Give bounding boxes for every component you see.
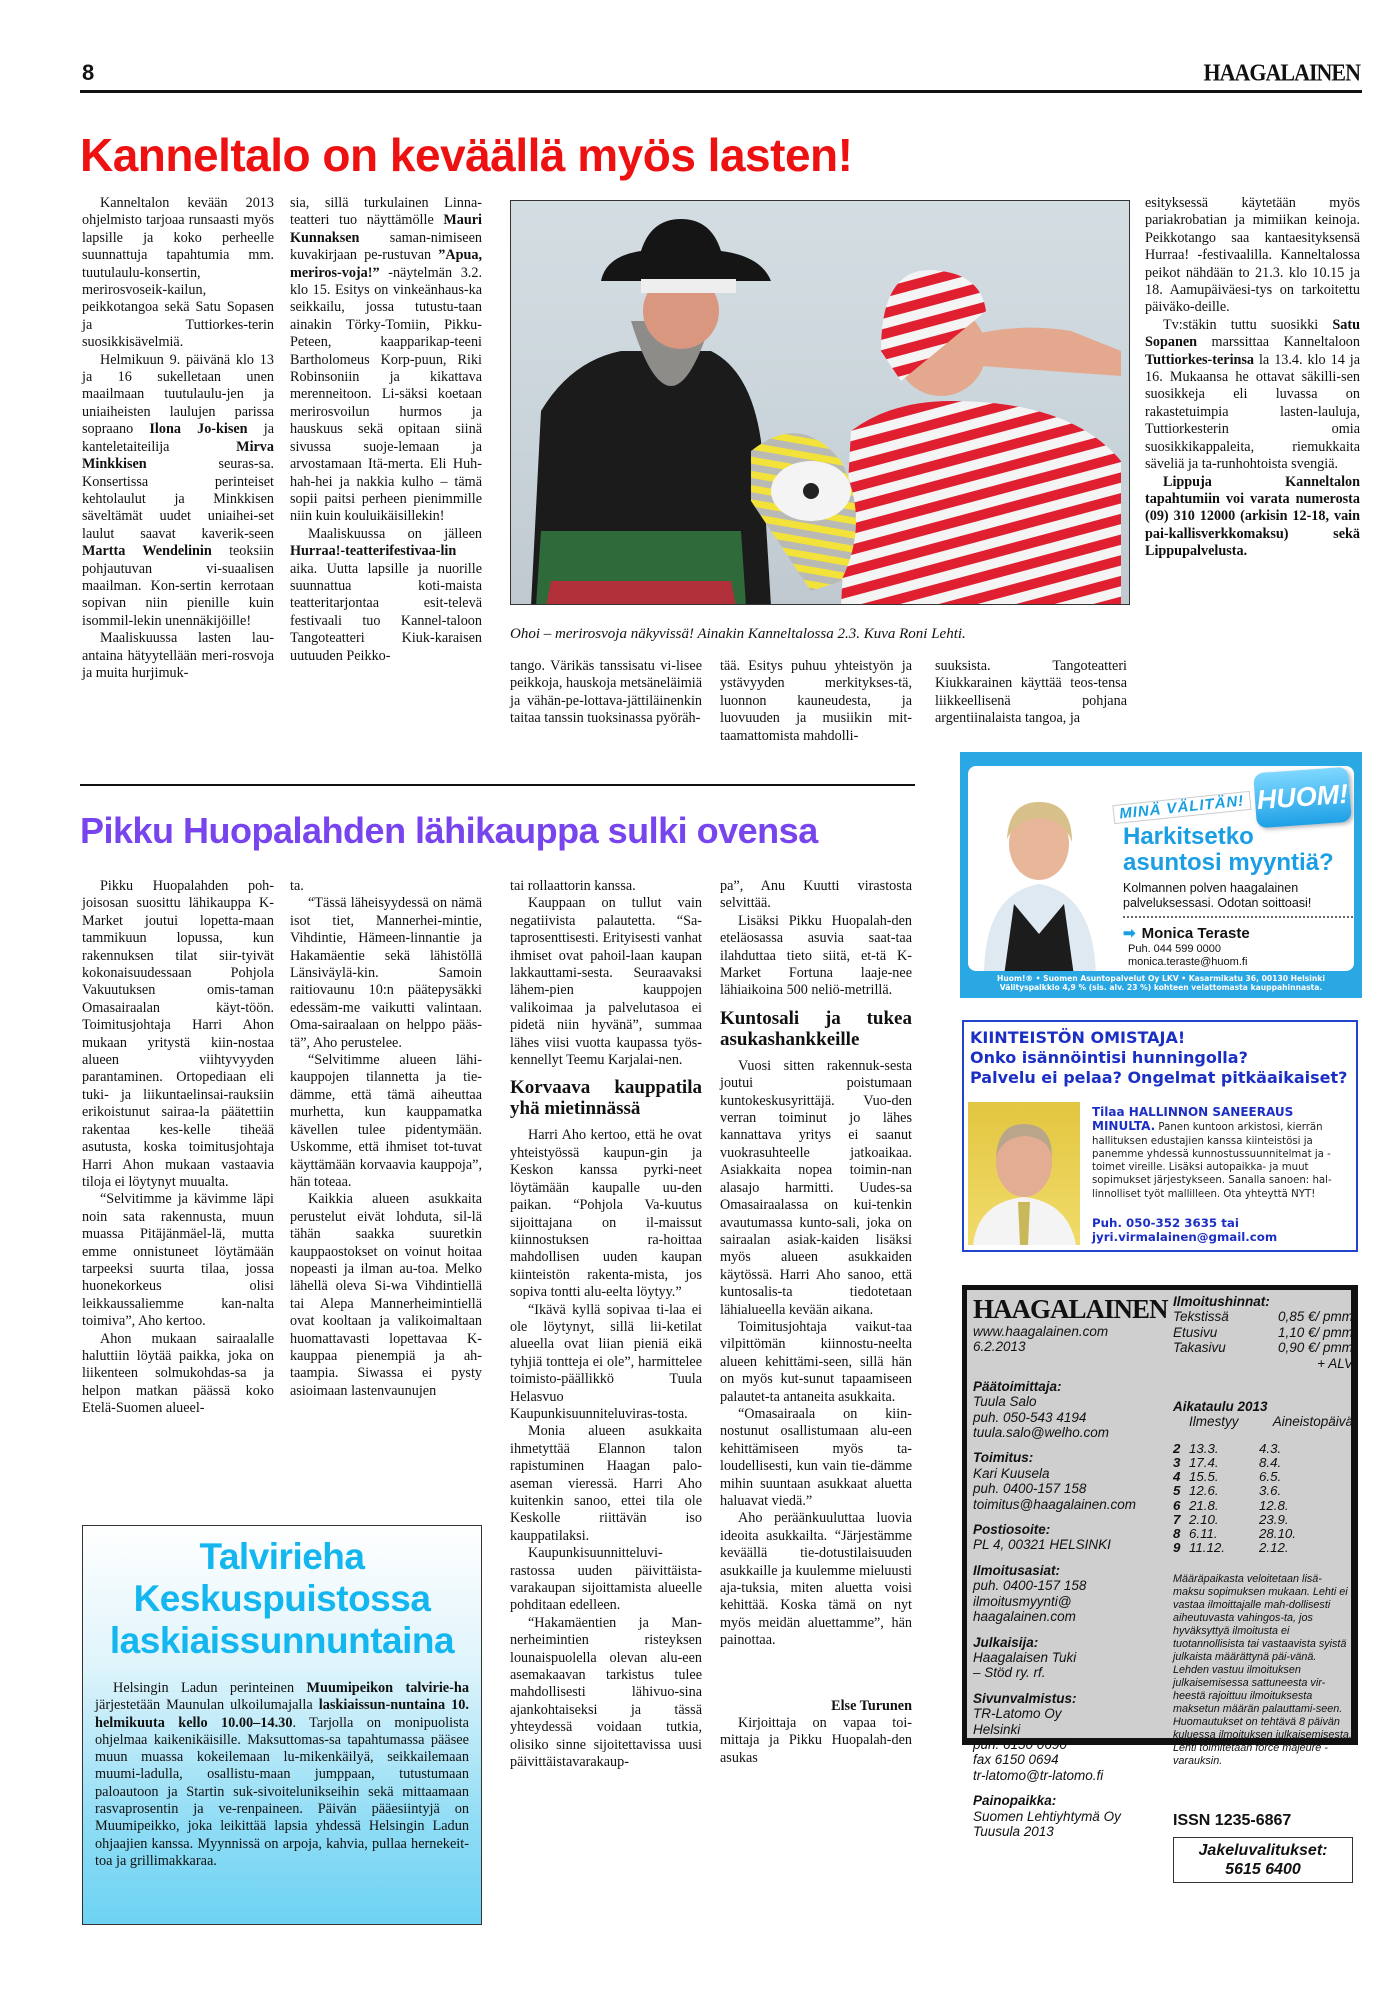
impressum-masthead: HAAGALAINEN xyxy=(973,1294,1168,1324)
schedule-row: 8 6.11. 28.10. xyxy=(1173,1526,1296,1542)
paragraph: Kauppaan on tullut vain negatiivista palautetta. “Sa-taprosenttisesti. Erityisesti vanhat ihmiset ovat pahoil-laan kaupan lakkauttami-sesta. Seuraavaksi lähem-pien kauppojen valikoimaa ja palvelutasoa ei pidetä niin hyvänä”, summaa lähes viisi vuotta kaupassa työs-kennellyt Teemu Karjalai-nen. xyxy=(510,895,702,1069)
paragraph: sia, sillä turkulainen Linna-teatteri tuo näyttämölle Mauri Kunnaksen saman-nimiseen kuvakirjaan pe-rustuvan ”Apua, meriros-voja!” -näytelmän 3.2. klo 15. Esitys on vinkeänhaus-ka seikkailu, jossa tutustu-taan ainakin Törky-Tomiin, Pikku-Peteen, kaapparikap-teeni Bartholomeus Korp-puun, Riki Robinsoniin ja kikattava merenneitoon. Li-säksi koetaan merirosvoilun hurmos ja hauskuus sekä opitaan siinä sivussa suoje-lemaan ja arvostamaan Itä-merta. Eli Huh-hah-hei ja nakkia kulho – tämä sopii paitsi perheen pienimmille niin kuin kouluikäisillekin! xyxy=(290,195,482,525)
pirate-photo-illustration xyxy=(511,201,1130,605)
paragraph: Vuosi sitten rakennuk-sesta joutui poistumaan kuntokeskusyrittäjä. Vuo-den verran toiminut jo lähes kannattava yritys ei saanut vuokrasuhteelle jatkoaikaa. Asiakkaita nopea toimin-nan alasajo harmitti. Uudes-sa Omasairaalassa on kui-tenkin avautumassa kunto-sali, joka on sairaalan asiak-kaiden lisäksi myös alueen asukkaiden käytössä. Harri Aho sanoo, että kuntosalis-ta tiedotetaan lähialueella kevään aikana. xyxy=(720,1057,912,1318)
paragraph: “Selvitimme alueen lähi-kauppojen tilannetta ja tie-dämme, että tämä aiheuttaa murhetta, kun kauppamatka kävellen tulee pidentymään. Uskomme, että ihmiset tot-tuvat käyttämään korvaavia kauppoja”, hän toteaa. xyxy=(290,1052,482,1190)
paragraph: “Ikävä kyllä sopivaa ti-laa ei ole löytynyt, sillä lii-ketilat alueella ovat liian pieniä eikä tyhjiä tontteja ei ole”, harmittelee toimisto-päällikkö Tuula Helasvuo Kaupunkisuunniteluviras-tosta. xyxy=(510,1301,702,1422)
ad-headline: KIINTEISTÖN OMISTAJA! Onko isännöintisi hunningolla? Palvelu ei pelaa? Ongelmat pitkäaikaiset? xyxy=(970,1028,1348,1087)
impressum-line: Tuusula 2013 xyxy=(973,1823,1054,1839)
impressum-line: Kari Kuusela xyxy=(973,1465,1050,1481)
impressum-heading: Toimitus: xyxy=(973,1450,1034,1466)
terms-text: Määräpaikasta veloitetaan lisä-maksu sopimuksen mukaan. Lehti ei vastaa ilmoittajalle mah-dollisesti aiheutuvasta vahingos-ta, jos hyväksyttyä ilmoitusta ei tuotannollisista tai vastaavista syistä julkaista määrättynä päi-vänä. Lehden vastuu ilmoituksen julkaisemisessa sattuneesta vir-heestä rajoittuu ilmoituksesta maksetun määrän palauttami-seen. Huomautukset on tehtävä 8 päivän kuluessa ilmoituksen julkaisemisesta. Lehti toimitetaan force majeure -varauksin. xyxy=(1173,1573,1352,1768)
agent-contact: Puh. 044 599 0000 monica.teraste@huom.fi xyxy=(1128,943,1248,968)
article2-column-2 xyxy=(290,878,482,1400)
ad-kiinteisto[interactable] xyxy=(962,1020,1358,1252)
talvirieha-title: Talvirieha Keskuspuistossa laskiaissunnuntaina xyxy=(109,1536,455,1661)
price-row: Tekstissä 0,85 €/ pmm xyxy=(1173,1309,1353,1325)
huom-logo: HUOM! xyxy=(1253,767,1352,828)
article1-column-1 xyxy=(82,195,274,682)
agent-portrait xyxy=(974,784,1104,971)
impressum-line[interactable]: tr-latomo@tr-latomo.fi xyxy=(973,1767,1104,1783)
schedule-row: 2 13.3. 4.3. xyxy=(1173,1440,1282,1456)
schedule-row: 5 12.6. 3.6. xyxy=(1173,1483,1282,1499)
contact-email[interactable]: jyri.virmalainen@gmail.com xyxy=(1092,1230,1278,1244)
price-row: Takasivu 0,90 €/ pmm xyxy=(1173,1340,1353,1356)
impressum-box xyxy=(962,1285,1358,1878)
advertiser-portrait xyxy=(968,1102,1080,1245)
paragraph: Maaliskuussa on jälleen Hurraa!-teatterifestivaa-lin aika. Uutta lapsille ja nuorille suunnattua koti-maista teatteritarjontaa esit-televä festivaali tuo Kannel-taloon Tangoteatteri Kiuk-karaisen uutuuden Peikko- xyxy=(290,525,482,664)
paragraph: ta. xyxy=(290,878,304,894)
impressum-line[interactable]: tuula.salo@welho.com xyxy=(973,1425,1110,1441)
section-rule xyxy=(80,784,915,786)
impressum-line: puh. 0400-157 158 xyxy=(973,1578,1087,1594)
talvirieha-text: Helsingin Ladun perinteinen Muumipeikon talvirie-ha järjestetään Maunulan ulkoilumajalla laskiaissun-nuntaina 10. helmikuuta kello 10.00–14.30. Tarjolla on monipuolista ohjelmaa kaikenikäisille. Maksuttomas-sa tapahtumassa pääsee muun muassa kokeilemaan lu-mikenkäilyä, seikkailemaan muumi-ladulla, osallistu-maan jumppaan, tutustumaan paloautoon ja Startin suk-sivoitelunikseihin sekä mittaamaan rasvaprosentin ja ve-renpaineen. Päivän pääesiintyjä on Muumipeikko, joka leikittää lapsia yhdessä Helsingin Ladun ohjaajien kanssa. Myynnissä on arpoja, kahvia, pullaa hernekeit-toa ja grillimakkaraa. xyxy=(95,1680,470,1869)
vat-note: + ALV xyxy=(1317,1355,1353,1371)
impressum-line: fax 6150 0694 xyxy=(973,1752,1059,1768)
impressum-line: – Stöd ry. rf. xyxy=(973,1665,1046,1681)
paragraph: Helmikuun 9. päivänä klo 13 ja 16 sukelletaan unen maailmaan tuutulaulu-jen ja uniaiheisten laulujen parissa sopraano Ilona Jo-kisen ja kanteletaiteilija Mirva Minkkisen seuras-sa. Konsertissa perinteiset kehtolaulut ja Minkkisen säveltämät uudet uniaihei-set laulut saavat kaverik-seen Martta Wendelinin teoksiin pohjautuvan vi-suaalisen maailman. Kon-sertin kerrotaan sopivan niin pienille kuin isommil-lekin unennäkijöille! xyxy=(82,351,274,629)
impressum-line: puh. 6150 0690 xyxy=(973,1736,1067,1752)
article1-column-5 xyxy=(935,658,1127,728)
paragraph: Pikku Huopalahden poh-joisosan suosittu lähikauppa K-Market joutui lopetta-maan tammikuun lopussa, kun rakennuksen tilat siir-tyivät kokonaisuudessaan Pohjola Vakuutuksen omis-taman Omasairaalan käyt-töön. Toimitusjohtaja Harri Ahon mukaan yritystä kiin-nostaa alueen viihtyvyyden parantaminen. Ortopediaan eli tuki- ja liikuntaelinsai-rauksiin erikoistunut sairaa-la päätettiin rakentaa kes-kelle tiheää asutusta, koska toimitusjohtaja Harri Ahon mukaan vastaavia tiloja ei löytynyt muualta. xyxy=(82,878,274,1190)
ad-headline: Harkitsetko asuntosi myyntiä? xyxy=(1123,823,1334,876)
ticket-info: Lippuja Kanneltalon tapahtumiin voi varata numerosta (09) 310 12000 (arkisin 12-18, vain pai-kallisverkkomaksu) sekä Lippupalvelusta. xyxy=(1145,473,1360,560)
website[interactable]: www.haagalainen.com xyxy=(973,1324,1109,1339)
article-photo-pirates xyxy=(510,200,1130,605)
impressum-line: Suomen Lehtiyhtymä Oy xyxy=(973,1808,1121,1824)
impressum-heading: Sivunvalmistus: xyxy=(973,1690,1077,1706)
paragraph: Aho peräänkuuluttaa luovia ideoita asukkailta. “Järjestämme keväällä tie-dotustilaisuuden asukkaille ja kuulemme mieluusti aja-tuksia, miten aluetta voisi kehittää. Koska tämä on nyt myös meidän aluettamme”, hän painottaa. xyxy=(720,1510,912,1649)
ad-footer: Huom!® • Suomen Asuntopalvelut Oy LKV • Kasarmikatu 36, 00130 Helsinki Välityspalkkio 4,9 % (sis. alv. 23 %) kohteen velattomasta kauppahinnasta. xyxy=(997,974,1325,992)
issn: ISSN 1235-6867 xyxy=(1173,1812,1292,1830)
prices-title: Ilmoitushinnat: xyxy=(1173,1294,1270,1309)
impressum-heading: Painopaikka: xyxy=(973,1793,1057,1809)
paragraph: “Omasairaala on kiin-nostunut osallistumaan alu-een kehittämiseen myös ta-loudellisesti, kun vain tie-dämme mihin suuntaan asukkaat aluetta haluavat viedä.” xyxy=(720,1405,912,1509)
author-byline: Else Turunen xyxy=(831,1697,912,1714)
impressum-left xyxy=(973,1294,1173,1839)
schedule-title: Aikataulu 2013 xyxy=(1173,1399,1268,1415)
impressum-line: Tuula Salo xyxy=(973,1394,1037,1410)
header-rule xyxy=(80,90,1362,93)
subheading: Kuntosali ja tukea asukashankkeille xyxy=(720,1007,912,1050)
ad-body: Tilaa HALLINNON SANEERAUS MINULTA. Panen kuntoon arkistosi, kierrän hallituksen edustajien kanssa kiinteistösi ja panemme yhdessä kunnostussuunnitelmat ja -toimet vireille. Lisäksi autopaikka- ja muut sopimukset järjestykseen. Sanalla sanoen: hal-linnolliset työt mallilleen. Ota yhteyttä NYT! xyxy=(1092,1105,1332,1200)
impressum-heading: Ilmoitusasiat: xyxy=(973,1562,1061,1578)
article1-column-3 xyxy=(510,658,702,728)
article1-column-6 xyxy=(1145,195,1360,561)
paragraph: Kanneltalon kevään 2013 ohjelmisto tarjoaa runsaasti myös lapsille ja koko perheelle suunnattuja tapahtumia mm. tuutulaulu-konsertin, merirosvoseik-kailun, peikkotangoa sekä Satu Sopasen ja Tuttiorkes-terin suosikkisävelmiä. xyxy=(82,195,274,351)
page-number: 8 xyxy=(82,60,95,85)
impressum-line: puh. 0400-157 158 xyxy=(973,1481,1087,1497)
schedule-row: 4 15.5. 6.5. xyxy=(1173,1469,1282,1485)
schedule-row: 7 2.10. 23.9. xyxy=(1173,1511,1289,1527)
paragraph: Lisäksi Pikku Huopalah-den eteläosassa asuvia saat-taa ilahduttaa tieto siitä, et-tä K-Market Fortuna laaje-nee lähiaikoina 500 neliö-metrillä. xyxy=(720,912,912,999)
paragraph: suuksista. Tangoteatteri Kiukkarainen käyttää teos-tensa liikkeellisenä pohjana argentiinalaista tangoa, ja xyxy=(935,658,1127,727)
article2-column-3 xyxy=(510,878,702,1772)
schedule-row: 9 11.12. 2.12. xyxy=(1173,1540,1289,1556)
impressum-line: haagalainen.com xyxy=(973,1609,1076,1625)
paragraph: tai rollaattorin kanssa. xyxy=(510,878,636,894)
schedule-row: 6 21.8. 12.8. xyxy=(1173,1497,1289,1513)
paragraph: Tv:stäkin tuttu suosikki Satu Sopanen marssittaa Kanneltaloon Tuttiorkes-terinsa la 13.4. klo 14 ja 16. Mukaansa he ottavat säkilli-sen suosikkeja eli luvassa on rakastetuimpia lasten-lauluja, Tuttiorkesterin omia suosikkikappaleita, riemukkaita säveliä ja ta-runhohtoista svengiä. xyxy=(1145,316,1360,473)
paragraph: Kaikkia alueen asukkaita perustelut eivät lohduta, sil-lä tähän saakka suuretkin kauppaostokset on voinut hoitaa nopeasti ja ilman au-toa. Melko lähellä oleva Si-wa Vihdintiellä tai Alepa Mannerheimintiellä ovat kooltaan ja valikoimaltaan huomattavasti lopettavaa K-kauppaa pienempiä ja ah-taampia. Siwassa ei pysty asioimaan lastenvaunujen xyxy=(290,1191,482,1399)
article2-column-4 xyxy=(720,878,912,1767)
paragraph: esityksessä käytetään myös pariakrobatian ja mimiikan keinoja. Peikkotango saa kantaesityksensä Hurraa! -festivaalilla. Kanneltalossa peikot nähdään to 21.3. klo 10.15 ja 18. Aamupäiväesi-tys on tarkoitettu päiväko-deille. xyxy=(1145,195,1360,316)
talvirieha-box xyxy=(82,1525,482,1925)
impressum-heading: Päätoimittaja: xyxy=(973,1378,1062,1394)
paragraph: Ahon mukaan sairaalalle haluttiin löytää paikka, joka on liikenteen solmukohdas-sa ja helpon matkan päässä koko Etelä-Suomen alueel- xyxy=(82,1330,274,1417)
impressum-line: Haagalaisen Tuki xyxy=(973,1649,1077,1665)
article-title-lahikauppa: Pikku Huopalahden lähikauppa sulki ovensa xyxy=(80,810,818,851)
paragraph: “Selvitimme ja kävimme läpi noin sata rakennusta, muun muassa Pitäjänmäel-lä, mutta emme onnistuneet löytämään tarpeeksi suurta tilaa, jossa huonekorkeus olisi leikkaussaliemme kan-nalta toimiva”, Aho kertoo. xyxy=(82,1191,274,1330)
paragraph: “Hakamäentien ja Man-nerheimintien risteyksen lounaispuolella olevan alu-een asemakaavan tarkistus tulee mahdollisesti lähivuo-sina ajankohtaiseksi ja tässä yhteydessä voidaan tutkia, olisiko sinne sijoitettavissa uusi päivittäistavarakaup- xyxy=(510,1614,702,1771)
agent-name: ➡ Monica Teraste xyxy=(1123,925,1250,942)
article1-column-4 xyxy=(720,658,912,745)
paragraph: Monia alueen asukkaita ihmetyttää Elannon talon rapistuminen Haagan palo-aseman vieressä. Harri Aho kuitenkin sanoo, ettei tila ole Keskolle riittävän iso kauppatilaksi. xyxy=(510,1423,702,1544)
impressum-line[interactable]: ilmoitusmyynti@ xyxy=(973,1593,1072,1609)
schedule-table xyxy=(1173,1442,1353,1556)
impressum-line[interactable]: toimitus@haagalainen.com xyxy=(973,1496,1137,1512)
paragraph: Kaupunkisuunnitteluvi-rastossa uuden päivittäista-varakaupan sijoittamista alueelle pohditaan edelleen. xyxy=(510,1545,702,1614)
delivery-complaints-box: Jakeluvalitukset: 5615 6400 xyxy=(1173,1837,1353,1883)
ad-tagline: MINÄ VÄLITÄN! xyxy=(1112,791,1251,824)
paragraph: Maaliskuussa lasten lau-antaina hätyytellään meri-rosvoja ja muita hurjimuk- xyxy=(82,630,274,681)
article2-column-1 xyxy=(82,878,274,1418)
paragraph: tango. Värikäs tanssisatu vi-lisee peikkoja, hauskoja metsäneläimiä ja vähän-pe-lottava-jättiläinenkin taitaa tanssin tuoksinassa pyöräh- xyxy=(510,658,702,727)
impressum-heading: Julkaisija: xyxy=(973,1634,1039,1650)
impressum-line: puh. 050-543 4194 xyxy=(973,1409,1087,1425)
issue-date: 6.2.2013 xyxy=(973,1339,1026,1355)
impressum-right xyxy=(1173,1294,1353,1883)
article-title-kanneltalo: Kanneltalo on keväällä myös lasten! xyxy=(80,129,853,181)
photo-caption: Ohoi – merirosvoja näkyvissä! Ainakin Kanneltalossa 2.3. Kuva Roni Lehti. xyxy=(510,626,966,642)
article1-column-2 xyxy=(290,195,482,665)
price-row: Etusivu 1,10 €/ pmm xyxy=(1173,1324,1353,1340)
paragraph: Toimitusjohtaja vaikut-taa vilpittömän kiinnostu-neelta alueen kehittämi-seen, sillä hän on myös kut-sunut tapaamiseen palautet-ta antaneita asukkaita. xyxy=(720,1318,912,1405)
masthead-logo: HAAGALAINEN xyxy=(1203,58,1360,87)
impressum-line: PL 4, 00321 HELSINKI xyxy=(973,1537,1111,1553)
agent-email[interactable]: monica.teraste@huom.fi xyxy=(1128,956,1248,968)
paragraph: Harri Aho kertoo, että he ovat yhteistyössä kaupun-gin ja Keskon kanssa pyrki-neet löytämään kaupalle uu-den paikan. “Pohjola Va-kuutus sijoittajana on il-maissut kiinnostuksen ra-hoittaa mahdollisen uuden kaupan kiinteistön rakenta-mista, jos sopiva tontti alu-eelta löytyy.” xyxy=(510,1127,702,1301)
paragraph: tää. Esitys puhuu yhteistyön ja ystävyyden merkitykses-tä, luonnon kauneudesta, ja luovuuden ja musiikin mit-taamattomista mahdolli- xyxy=(720,658,912,744)
dotted-divider xyxy=(1123,916,1353,918)
impressum-line: TR-Latomo Oy xyxy=(973,1706,1062,1722)
impressum-line: Helsinki xyxy=(973,1721,1021,1737)
ad-description: Kolmannen polven haagalainen palveluksessasi. Odotan soittoasi! xyxy=(1123,881,1312,910)
ad-huom[interactable] xyxy=(960,752,1362,998)
impressum-heading: Postiosoite: xyxy=(973,1522,1051,1538)
author-note: Kirjoittaja on vapaa toi-mittaja ja Pikku Huopalah-den asukas xyxy=(720,1715,912,1766)
ad-contact: Puh. 050-352 3635 tai jyri.virmalainen@gmail.com xyxy=(1092,1216,1278,1244)
subheading: Korvaava kauppatila yhä mietinnässä xyxy=(510,1077,702,1120)
paragraph: “Tässä läheisyydessä on nämä isot tiet, Mannerhei-mintie, Vihdintie, Hämeen-linnantie ja Hakamäentie sekä lähistöllä Länsiväylä-kin. Samoin raitiovaunu 10:n päätepysäkki edessäm-me vaikutti valintaan. Oma-sairaalaan on helppo pääs-tä”, Aho perustelee. xyxy=(290,895,482,1051)
schedule-header: Ilmestyy Aineistopäivä xyxy=(1189,1414,1353,1430)
paragraph: pa”, Anu Kuutti virastosta selvittää. xyxy=(720,878,912,912)
schedule-row: 3 17.4. 8.4. xyxy=(1173,1455,1282,1471)
arrow-icon: ➡ xyxy=(1123,925,1136,942)
